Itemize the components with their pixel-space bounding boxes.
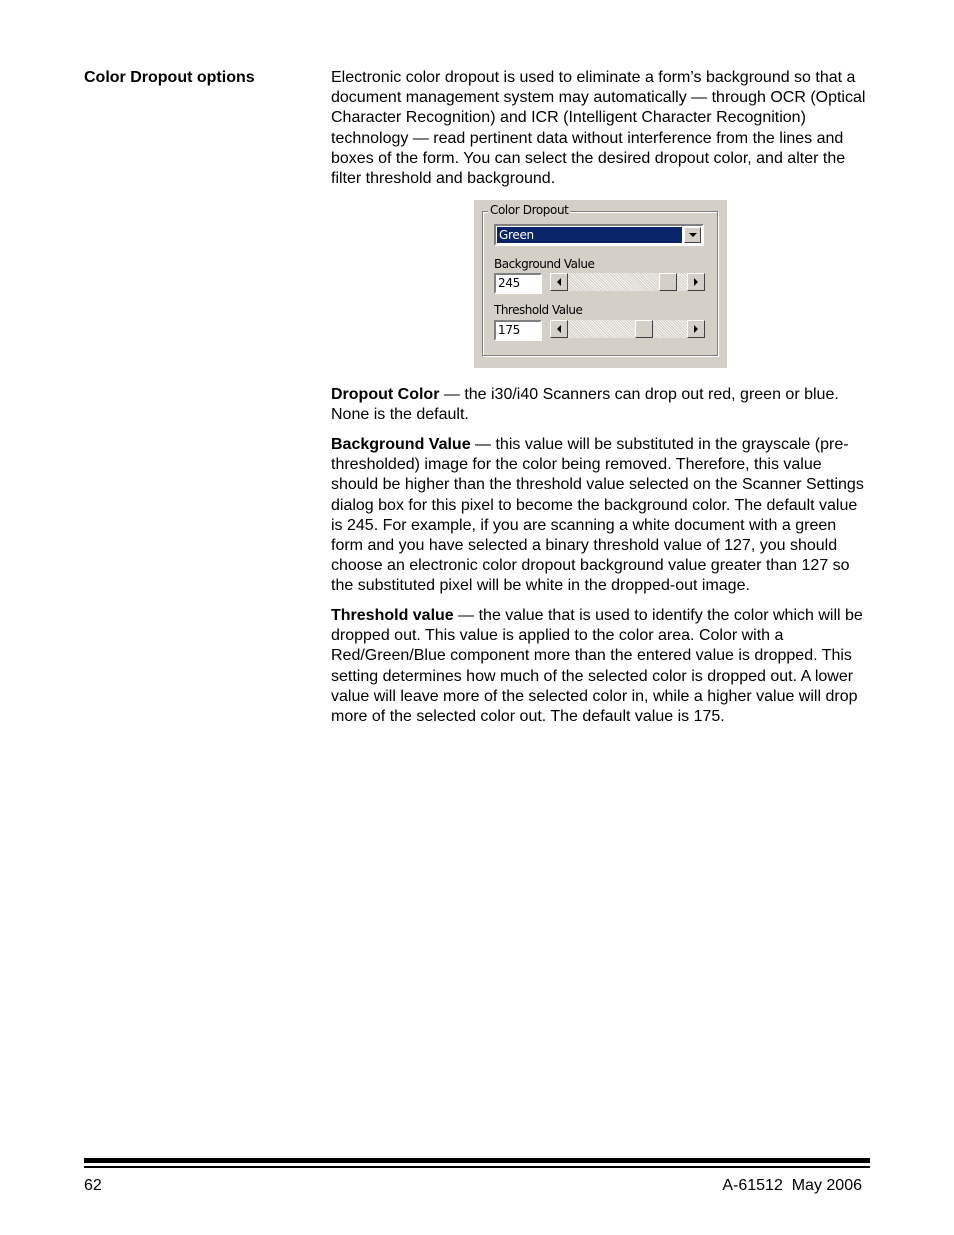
background-scroll-left-button[interactable] [550, 273, 568, 291]
color-dropout-dialog [474, 200, 727, 368]
threshold-scroll-left-button[interactable] [550, 320, 568, 338]
definitions-list [331, 385, 871, 737]
arrow-right-icon [694, 325, 698, 333]
definition-dash: — [439, 386, 465, 403]
definition-threshold-value [331, 606, 871, 727]
threshold-scroll-right-button[interactable] [687, 320, 705, 338]
footer-rule-thin [84, 1166, 870, 1168]
background-slider-thumb[interactable] [659, 273, 677, 291]
chevron-down-icon [689, 233, 697, 237]
definition-background-value [331, 435, 871, 597]
page-number: 62 [84, 1177, 102, 1194]
arrow-right-icon [694, 278, 698, 286]
background-value-input[interactable]: 245 [494, 273, 542, 294]
threshold-slider-thumb[interactable] [635, 320, 653, 338]
dropdown-arrow-button[interactable] [684, 227, 701, 243]
background-scroll-right-button[interactable] [687, 273, 705, 291]
background-value-slider[interactable] [550, 273, 705, 291]
background-value-label: Background Value [494, 257, 595, 271]
definition-term: Dropout Color [331, 386, 440, 403]
arrow-left-icon [557, 325, 561, 333]
section-heading: Color Dropout options [84, 69, 255, 86]
footer-rule-thick [84, 1158, 870, 1163]
intro-text [331, 68, 871, 189]
threshold-value-slider[interactable] [550, 320, 705, 338]
definition-term: Background Value [331, 435, 471, 453]
definition-text: the i30/i40 Scanners can drop out red, green or blue. None is the default. [331, 386, 839, 424]
definition-dash: — [453, 607, 479, 625]
definition-text: the value that is used to identify the color which will be dropped out. This value is applied to the color area. Color with a Red/Green/Blue component more than the entered value is dropped. This setting determines how much of the selected color is dropped out. A lower value will leave more of the selected color in, while a higher value will drop more of the selected color out. The default value is 175. [331, 607, 863, 726]
definition-dash: — [470, 435, 496, 453]
threshold-value-label: Threshold Value [494, 303, 583, 317]
threshold-value-input[interactable]: 175 [494, 320, 542, 341]
intro-paragraph: Electronic color dropout is used to eliminate a form’s background so that a document management system may automatically — through OCR (Optical Character Recognition) and ICR (Intelligent Character Recognition) technology — read pertinent data without interference from the lines and boxes of the form. You can select the desired dropout color, and alter the filter threshold and background. [331, 69, 866, 188]
groupbox-title: Color Dropout [490, 203, 569, 217]
definition-term: Threshold value [331, 607, 454, 625]
arrow-left-icon [557, 278, 561, 286]
definition-text: this value will be substituted in the grayscale (pre-thresholded) image for the color being removed. Therefore, this value should be higher than the threshold value selected on the Scanner Settings dialog box for this pixel to become the background color. The default value is 245. For example, if you are scanning a white document with a green form and you have selected a binary threshold value of 127, you should choose an electronic color dropout background value greater than 127 so the substituted pixel will be white in the dropped-out image. [331, 435, 864, 595]
dropout-color-dropdown[interactable] [494, 224, 704, 246]
document-id: A-61512 May 2006 [722, 1177, 862, 1194]
dropout-color-selected: Green [497, 227, 682, 243]
definition-dropout-color [331, 385, 871, 425]
